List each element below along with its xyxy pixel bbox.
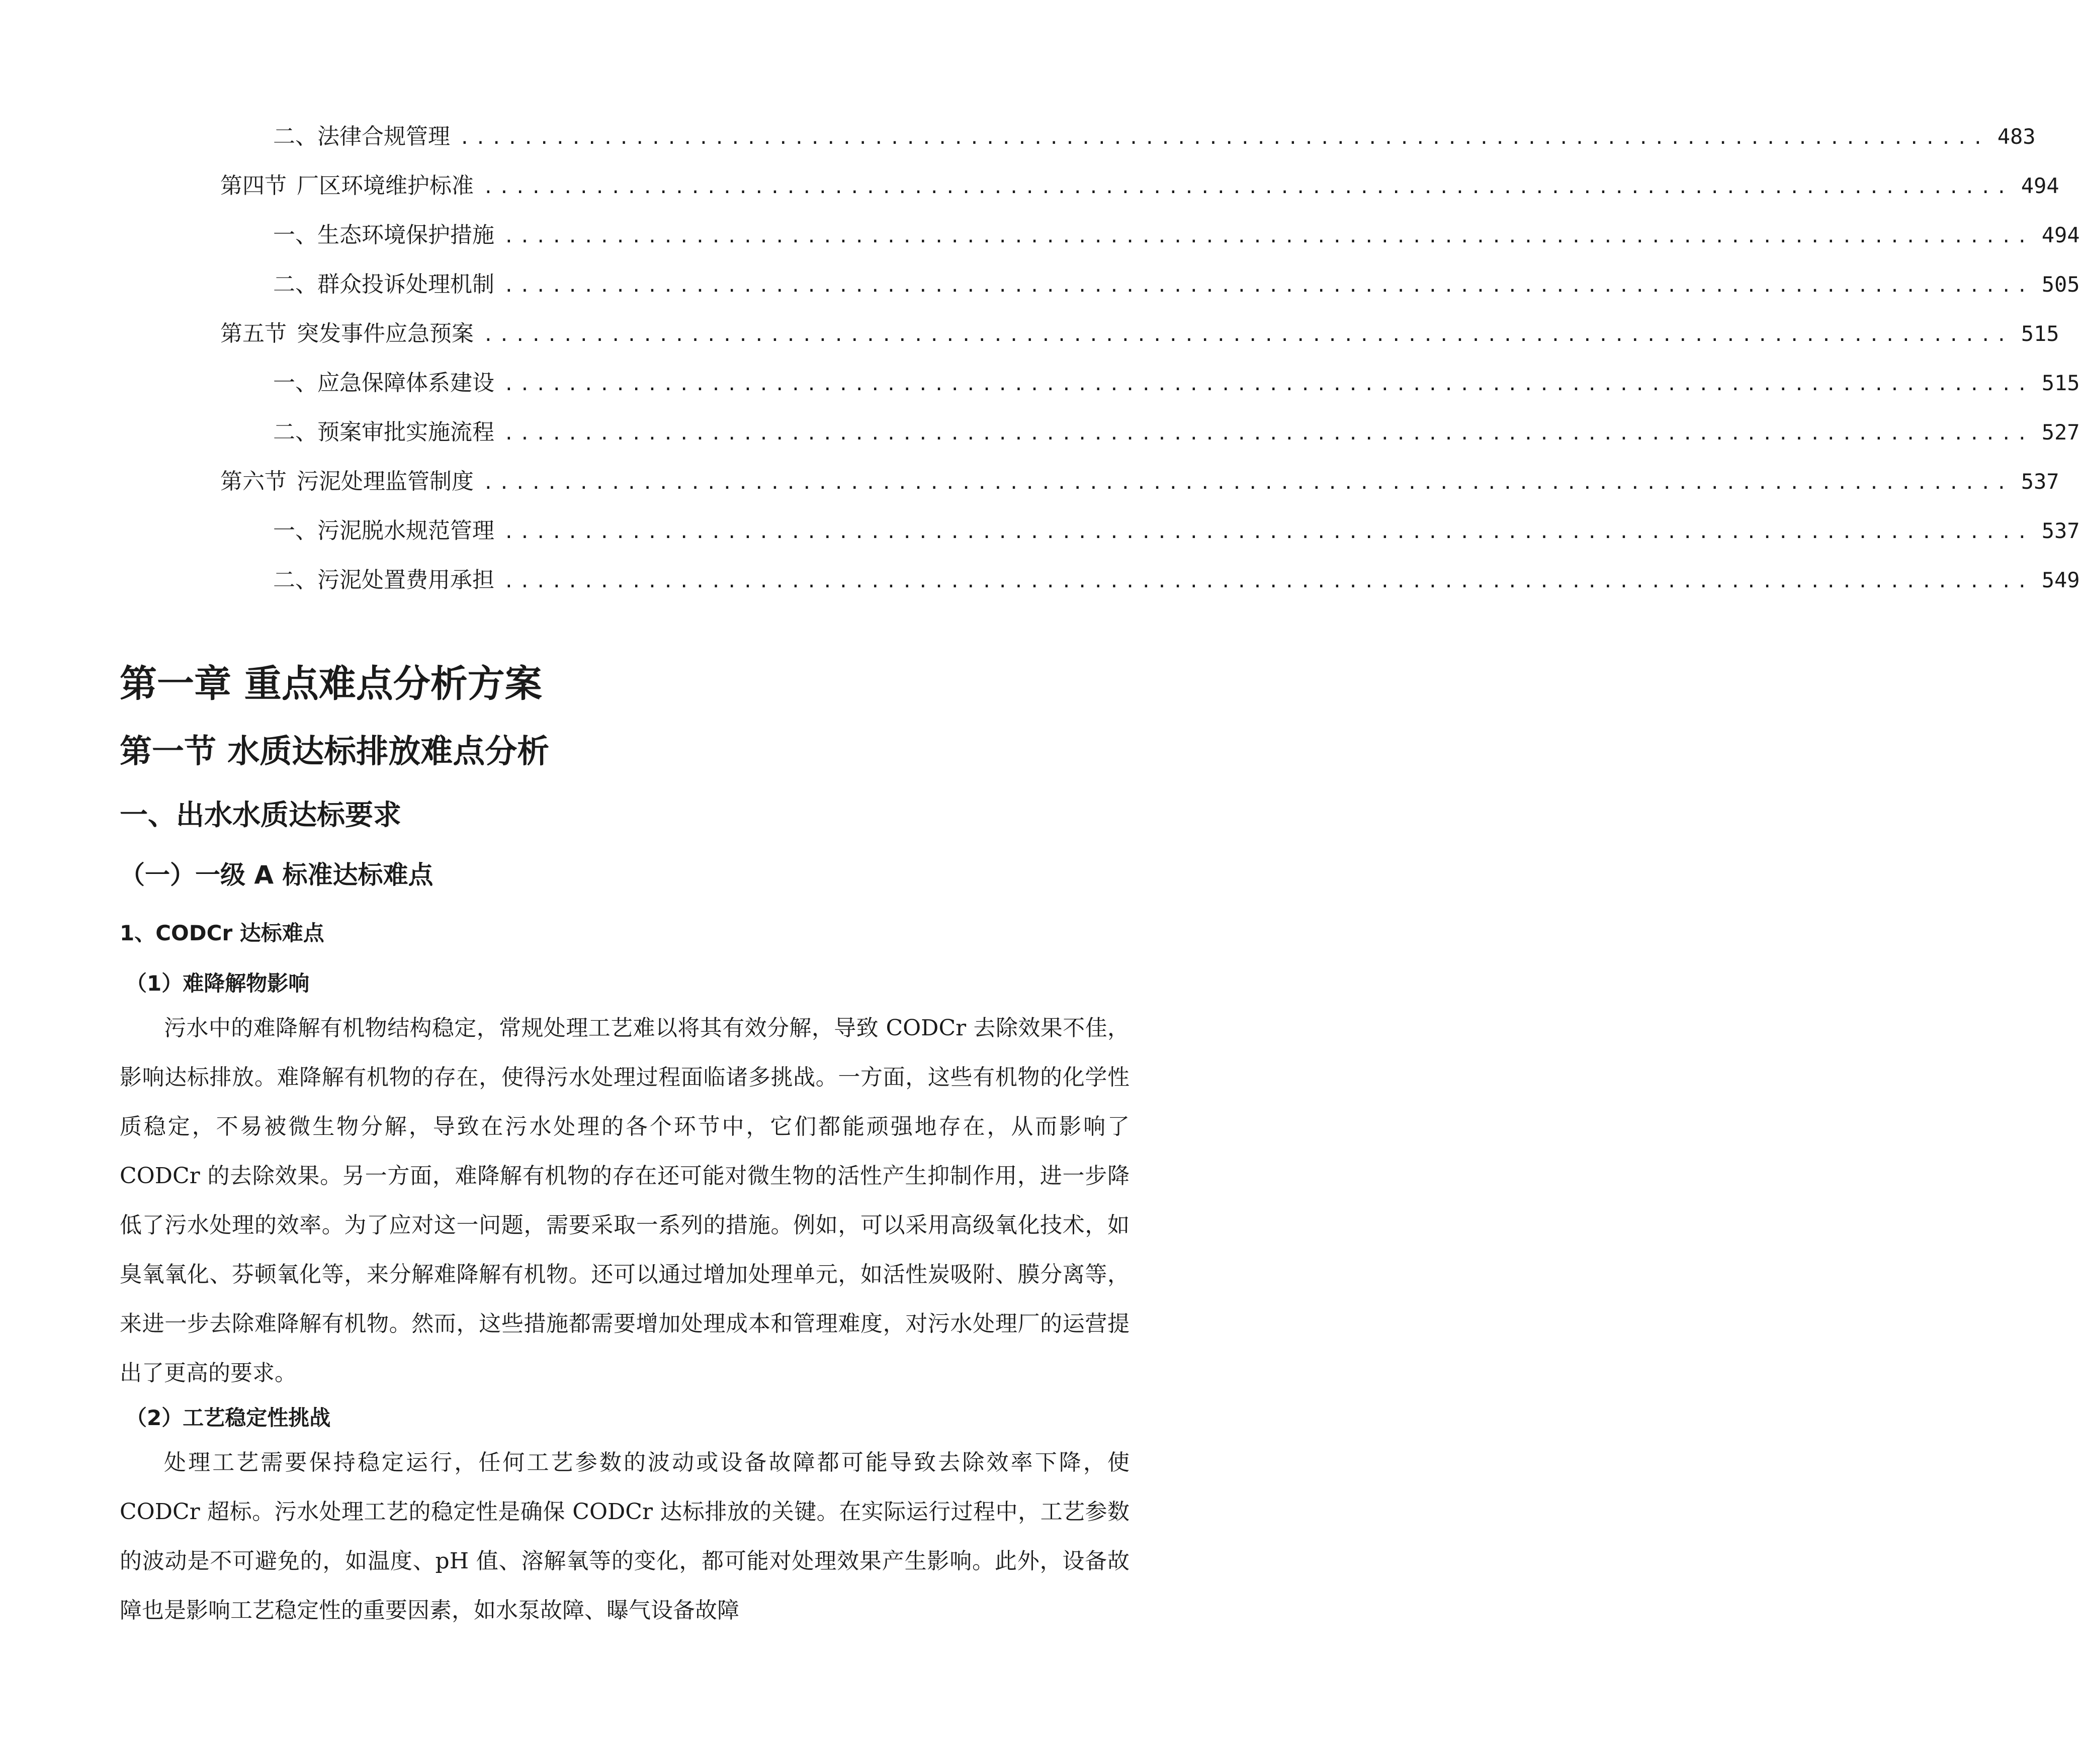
point-heading-1: （1）难降解物影响	[126, 971, 310, 996]
toc-entry-title: 污泥处置费用承担	[317, 567, 494, 593]
toc-entry-page: 494	[2041, 223, 2080, 247]
toc-leader-dots: ................................................................................................	[503, 276, 2033, 296]
toc-entry-number: 一、	[273, 370, 317, 396]
toc-entry-title: 突发事件应急预案	[297, 321, 474, 346]
toc-entry[interactable]	[273, 220, 2080, 250]
toc-leader-dots: ................................................................................................	[503, 522, 2033, 543]
toc-entry-number: 二、	[273, 272, 317, 297]
toc-entry[interactable]	[220, 319, 2059, 349]
subsection-title: 一、出水水质达标要求	[120, 799, 401, 832]
toc-leader-dots: ................................................................................................	[503, 423, 2033, 444]
toc-entry-title: 污泥脱水规范管理	[317, 518, 494, 544]
toc-entry-title: 群众投诉处理机制	[317, 272, 494, 297]
toc-leader-dots: ................................................................................................	[503, 226, 2033, 247]
toc-entry-number: 第六节	[220, 469, 287, 494]
body-paragraph-2: 处理工艺需要保持稳定运行，任何工艺参数的波动或设备故障都可能导致去除效率下降，使 CODCr 超标。污水处理工艺的稳定性是确保 CODCr 达标排放的关键。在实际运行过程中，工艺参数的波动是不可避免的，如温度、pH 值、溶解氧等的变化，都可能对处理效果产生影响。此外，设备故障也是影响工艺稳定性的重要因素，如水泵故障、曝气设备故障	[120, 1450, 1130, 1623]
toc-entry[interactable]	[220, 467, 2059, 497]
toc-leader-dots: ................................................................................................	[483, 325, 2012, 345]
toc-entry-number: 第五节	[220, 321, 287, 346]
toc-entry-title: 生态环境保护措施	[317, 222, 494, 248]
toc-entry-page: 515	[2041, 371, 2080, 395]
toc-leader-dots: ................................................................................................	[483, 177, 2012, 198]
toc-entry-number: 二、	[273, 419, 317, 445]
toc-entry-page: 527	[2041, 420, 2080, 445]
toc-entry-number: 一、	[273, 518, 317, 544]
toc-leader-dots: ................................................................................................	[459, 128, 1988, 148]
toc-entry-title: 法律合规管理	[317, 124, 450, 149]
toc-leader-dots: ................................................................................................	[483, 473, 2012, 493]
toc-entry[interactable]	[273, 270, 2080, 300]
item-heading: 1、CODCr 达标难点	[120, 921, 324, 945]
toc-entry[interactable]	[273, 565, 2080, 595]
toc-entry-page: 537	[2041, 518, 2080, 543]
toc-entry-title: 预案审批实施流程	[317, 419, 494, 445]
subsubsection-title: （一）一级 A 标准达标难点	[120, 860, 434, 890]
toc-entry[interactable]	[273, 122, 2036, 152]
toc-entry-number: 二、	[273, 567, 317, 593]
toc-entry-title: 污泥处理监管制度	[297, 469, 474, 494]
chapter-title: 第一章 重点难点分析方案	[120, 662, 542, 705]
toc-entry-number: 第四节	[220, 173, 287, 199]
toc-entry-page: 515	[2021, 321, 2059, 346]
section-title: 第一节 水质达标排放难点分析	[120, 733, 550, 770]
toc-entry[interactable]	[220, 171, 2059, 201]
toc-entry[interactable]	[273, 368, 2080, 398]
toc-entry-page: 537	[2021, 469, 2059, 494]
toc-entry-title: 应急保障体系建设	[317, 370, 494, 396]
toc-entry-page: 505	[2041, 272, 2080, 297]
point-heading-2: （2）工艺稳定性挑战	[126, 1405, 331, 1430]
toc-entry[interactable]	[273, 417, 2080, 448]
toc-entry-number: 一、	[273, 222, 317, 248]
toc-entry[interactable]	[273, 516, 2080, 546]
toc-leader-dots: ................................................................................................	[503, 374, 2033, 395]
toc-entry-page: 494	[2021, 173, 2059, 198]
toc-entry-page: 549	[2041, 568, 2080, 592]
toc-leader-dots: ................................................................................................	[503, 571, 2033, 592]
body-paragraph-1: 污水中的难降解有机物结构稳定，常规处理工艺难以将其有效分解，导致 CODCr 去除效果不佳，影响达标排放。难降解有机物的存在，使得污水处理过程面临诸多挑战。一方面，这些有机物的化学性质稳定，不易被微生物分解，导致在污水处理的各个环节中，它们都能顽强地存在，从而影响了 CODCr 的去除效果。另一方面，难降解有机物的存在还可能对微生物的活性产生抑制作用，进一步降低了污水处理的效率。为了应对这一问题，需要采取一系列的措施。例如，可以采用高级氧化技术，如臭氧氧化、芬顿氧化等，来分解难降解有机物。还可以通过增加处理单元，如活性炭吸附、膜分离等，来进一步去除难降解有机物。然而，这些措施都需要增加处理成本和管理难度，对污水处理厂的运营提出了更高的要求。	[120, 1015, 1130, 1386]
toc-entry-number: 二、	[273, 124, 317, 149]
toc-entry-page: 483	[1997, 124, 2036, 149]
toc-entry-title: 厂区环境维护标准	[297, 173, 474, 199]
